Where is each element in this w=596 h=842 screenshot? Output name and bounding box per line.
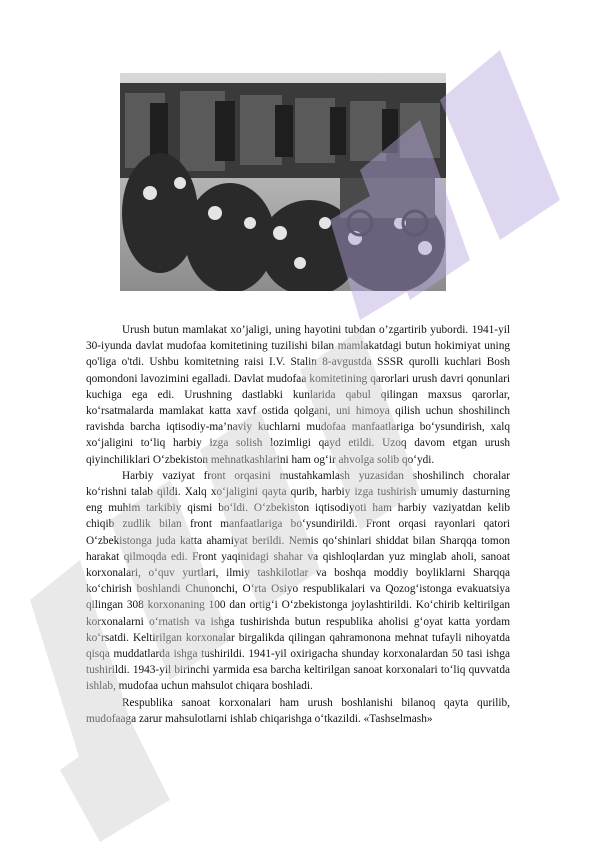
paragraph: Respublika sanoat korxonalari ham urush boshlanishi bilanoq qayta qurilib, mudofaaga zarur mahsulotlarni ishlab chiqarishga o‘tkazildi. «Tashselmash»	[86, 696, 510, 725]
historical-photo	[120, 73, 446, 291]
paragraph: Urush butun mamlakat xo’jaligi, uning hayotini tubdan o’zgartirib yubordi. 1941-yil 30-iyunda davlat mudofaa komitetining tuzilishi bilan mamlakatdagi butun hokimiyat uning qo'liga o'tdi. Ushbu komitetning raisi I.V. Stalin 8-avgustda SSSR qurolli kuchlari Bosh qomondoni lavozimini egalladi. Davlat mudofaa komitetining qarorlari urush davri qonunlari kuchiga ega edi. Urushning dastlabki kunlarida qabul qilingan maxsus qarorlar, ko‘rsatmalarda mamlakat katta xavf ostida qolgani, uni himoya qilish uchun shoshilinch ravishda barcha iqtisodiy-ma’naviy kuchlarni mudofaa manfaatlariga bo‘ysundirish, xalq xo‘jaligini to‘liq harbiy izga solish lozimligi qayd etildi. Uzoq davom etgan urush qiyinchiliklari O‘zbekiston mehnatkashlarini ham og‘ir ahvolga solib qo‘ydi.	[86, 324, 510, 466]
paragraph: Harbiy vaziyat front orqasini mustahkamlash yuzasidan shoshilinch choralar ko‘rishni talab qildi. Xalq xo‘jaligini qayta qurib, harbiy izga tushirish umumiy dasturning eng muhim tarkibiy qismi bo‘ldi. O‘zbekiston iqtisodiyoti ham harbiy vaziyatdan kelib chiqib zudlik bilan front manfaatlariga bo‘ysundirildi. Front orqasi rayonlari qatori O‘zbekistonga juda katta ahamiyat berildi. Nemis qo‘shinlari shiddat bilan Sharqqa tomon harakat qilmoqda edi. Front yaqinidagi shahar va qishloqlardan yuz minglab aholi, sanoat korxonalari, o‘quv yurtlari, ilmiy tashkilotlar va boshqa moddiy boyliklarni Sharqqa ko‘chirish boshlandi Chunonchi, O‘rta Osiyo respublikalari va Qozog‘istonga evakuatsiya qilingan 308 korxonaning 100 dan ortig‘i O‘zbekistonga joylashtirildi. Ko‘chirib keltirilgan korxonalarni o‘rnatish va ishga tushirishda butun respublika aholisi g‘oyat katta yordam ko‘rsatdi. Keltirilgan korxonalar birgalikda qilingan qahramonona mehnat tufayli nihoyatda qisqa muddatlarda ishga tushirildi. 1941-yil oxirigacha shunday korxonalardan 50 tasi ishga tushirildi. 1943-yil birinchi yarmida esa barcha keltirilgan sanoat korxonalari to‘liq quvvatda ishlab, mudofaa uchun mahsulot chiqara boshladi.	[86, 469, 510, 693]
body-text	[86, 322, 510, 727]
photo-evacuation-train-icon	[120, 73, 446, 291]
